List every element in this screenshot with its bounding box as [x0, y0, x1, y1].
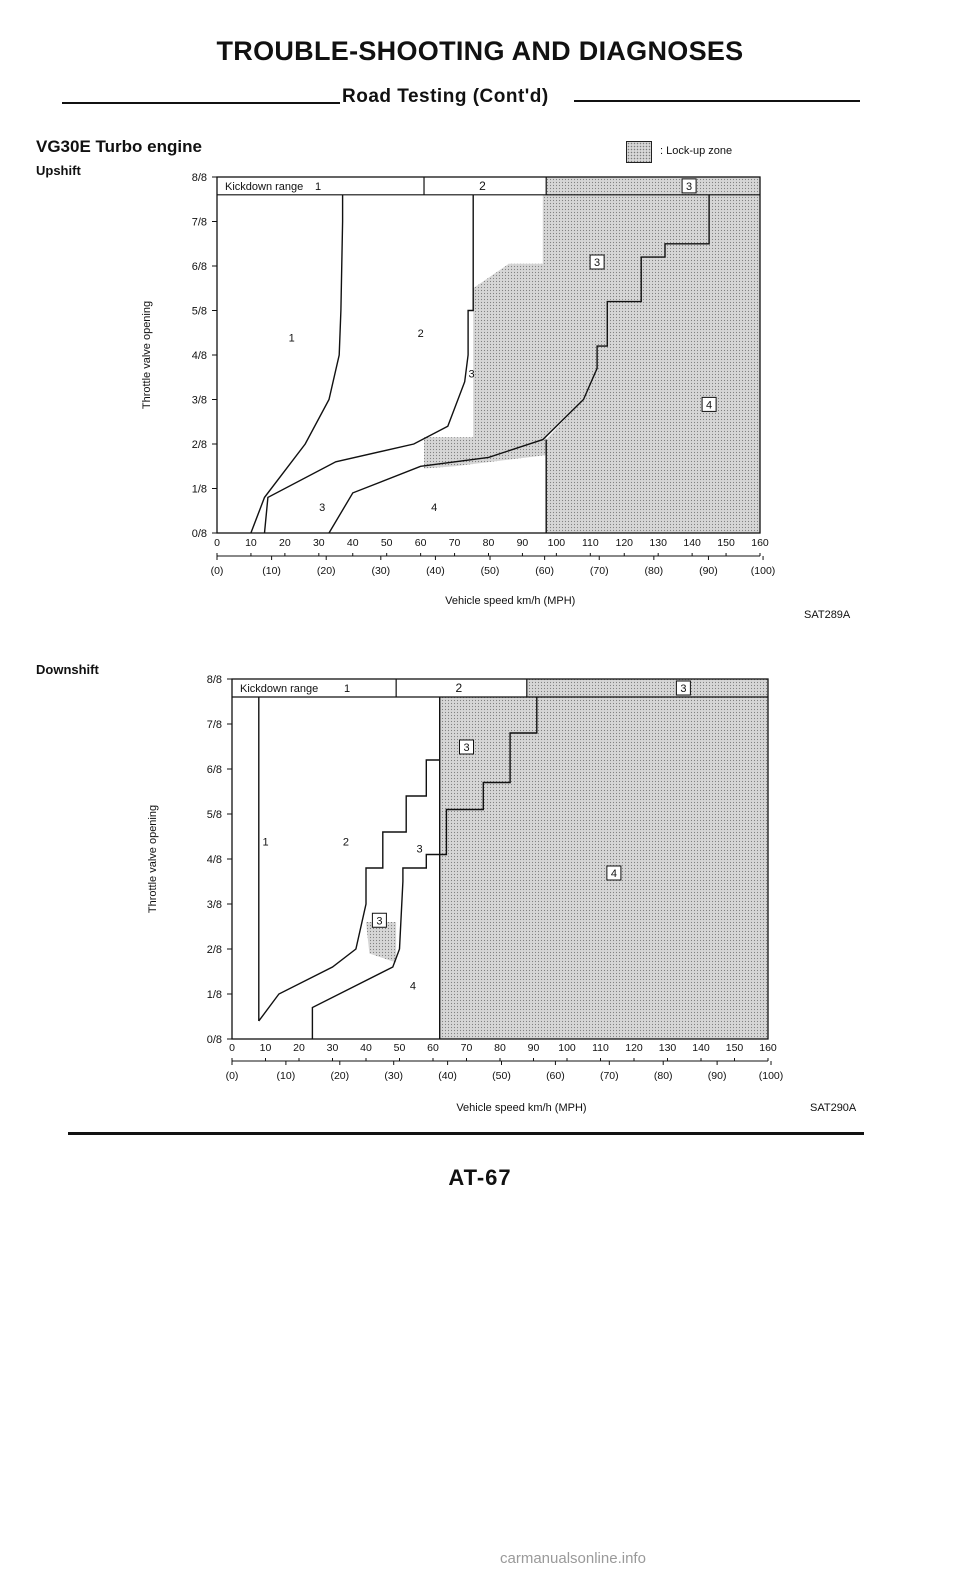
y-tick-label: 6/8: [191, 261, 207, 273]
watermark: carmanualsonline.info: [500, 1550, 646, 1567]
page-title: TROUBLE-SHOOTING AND DIAGNOSES: [216, 36, 744, 66]
x-tick-label-mph: (70): [589, 565, 609, 577]
y-tick-label: 1/8: [206, 989, 222, 1001]
x-tick-label-kmh: 40: [360, 1042, 372, 1054]
engine-heading: VG30E Turbo engine: [36, 137, 202, 156]
x-tick-label-mph: (60): [535, 565, 554, 577]
x-tick-label-mph: (80): [644, 565, 664, 577]
x-tick-label-kmh: 10: [259, 1042, 272, 1054]
x-tick-label-kmh: 80: [494, 1042, 506, 1054]
x-tick-label-mph: (50): [492, 1070, 511, 1082]
y-axis-label: Throttle valve opening: [147, 804, 159, 914]
y-tick-label: 5/8: [206, 809, 222, 821]
x-tick-label-kmh: 60: [414, 537, 427, 549]
y-tick-label: 7/8: [191, 216, 207, 229]
x-tick-label-kmh: 130: [649, 537, 667, 549]
x-tick-label-kmh: 70: [460, 1042, 473, 1054]
x-tick-label-kmh: 50: [393, 1042, 406, 1054]
page-subtitle: Road Testing (Cont'd): [342, 86, 549, 107]
x-tick-label-kmh: 160: [751, 537, 769, 549]
x-tick-label-mph: (90): [699, 565, 718, 577]
x-tick-label-mph: (50): [480, 565, 500, 577]
x-tick-label-kmh: 40: [346, 537, 359, 549]
x-tick-label-mph: (60): [546, 1070, 565, 1082]
kickdown-lockup-gear-label: 3: [686, 180, 693, 193]
x-tick-label-kmh: 90: [527, 1042, 540, 1054]
x-tick-label-kmh: 60: [427, 1042, 439, 1054]
y-tick-label: 3/8: [191, 394, 207, 407]
x-tick-label-kmh: 140: [692, 1042, 710, 1054]
x-tick-label-kmh: 20: [293, 1042, 305, 1054]
upshift-heading: Upshift: [36, 163, 81, 178]
lockup-gear-label-6: 4: [706, 399, 713, 412]
kickdown-lockup-gear-label: 3: [680, 683, 687, 695]
x-tick-label-mph: (30): [371, 565, 391, 577]
lockup-gear-label-5: 3: [594, 257, 601, 269]
kickdown-gear-2-label: 2: [455, 681, 463, 695]
y-tick-label: 8/8: [206, 674, 222, 686]
downshift-heading: Downshift: [36, 662, 99, 677]
x-tick-label-kmh: 90: [516, 537, 529, 549]
kickdown-gear-1-label: 1: [315, 180, 322, 193]
y-tick-label: 1/8: [191, 483, 207, 496]
x-tick-label-kmh: 30: [326, 1042, 339, 1054]
x-tick-label-mph: (0): [225, 1070, 239, 1082]
x-tick-label-mph: (20): [316, 565, 336, 577]
x-tick-label-kmh: 150: [725, 1042, 744, 1054]
footer-rule: [68, 1132, 864, 1135]
lockup-region-gear-3-0: [527, 679, 768, 697]
upshift-shift-schedule-chart: [0, 160, 960, 640]
gear-region-label-3: 3: [319, 501, 326, 514]
x-tick-label-kmh: 110: [592, 1042, 609, 1054]
x-tick-label-kmh: 130: [658, 1042, 677, 1054]
lockup-gear-label-6: 4: [610, 868, 617, 880]
x-tick-label-mph: (80): [653, 1070, 673, 1082]
x-tick-label-mph: (90): [707, 1070, 727, 1082]
x-tick-label-kmh: 0: [214, 537, 220, 549]
y-tick-label: 2/8: [191, 439, 207, 451]
gear-region-label-0: 1: [288, 332, 295, 345]
x-tick-label-mph: (100): [758, 1070, 784, 1082]
x-tick-label-kmh: 80: [482, 537, 495, 549]
y-tick-label: 4/8: [206, 854, 222, 866]
x-tick-label-mph: (40): [438, 1070, 457, 1082]
kickdown-range-label: Kickdown range: [240, 683, 319, 695]
kickdown-range-label: Kickdown range: [225, 180, 304, 193]
gear-region-label-0: 1: [262, 836, 269, 849]
gear-region-label-2: 3: [468, 368, 475, 381]
x-tick-label-kmh: 140: [683, 537, 701, 549]
gear-region-label-1: 2: [417, 328, 424, 341]
figure-code: SAT290A: [810, 1102, 857, 1114]
kickdown-gear-2-label: 2: [479, 178, 486, 193]
y-tick-label: 8/8: [191, 172, 207, 184]
shift-line-2: [265, 195, 474, 533]
lockup-region-gear-3-1: [366, 922, 396, 963]
y-tick-label: 0/8: [206, 1034, 222, 1046]
figure-code: SAT289A: [804, 609, 851, 621]
x-tick-label-kmh: 160: [759, 1042, 777, 1054]
x-tick-label-mph: (10): [262, 565, 281, 577]
y-tick-label: 4/8: [191, 350, 207, 362]
x-tick-label-kmh: 100: [547, 537, 566, 549]
gear-region-label-1: 2: [342, 836, 349, 849]
kickdown-gear-1-label: 1: [344, 683, 351, 695]
gear-region-label-3: 4: [409, 980, 416, 993]
subtitle-rule-left: [62, 102, 340, 104]
x-tick-label-kmh: 50: [380, 537, 393, 549]
x-axis-label: Vehicle speed km/h (MPH): [445, 595, 576, 607]
x-tick-label-kmh: 0: [229, 1042, 235, 1054]
y-axis-label: Throttle valve opening: [141, 300, 153, 410]
x-tick-label-kmh: 70: [448, 537, 461, 549]
gear-region-label-4: 4: [431, 501, 438, 514]
x-tick-label-mph: (20): [330, 1070, 350, 1082]
x-tick-label-kmh: 20: [279, 537, 291, 549]
x-tick-label-kmh: 100: [558, 1042, 576, 1054]
lockup-region-gear-3-0: [546, 177, 760, 195]
gear-region-label-2: 3: [416, 843, 423, 856]
lockup-gear-label-5: 3: [463, 742, 470, 754]
x-tick-label-mph: (0): [210, 565, 224, 577]
x-tick-label-kmh: 30: [312, 537, 325, 549]
y-tick-label: 6/8: [206, 764, 222, 776]
lockup-gear-label-4: 3: [376, 915, 383, 928]
x-axis-label: Vehicle speed km/h (MPH): [456, 1102, 587, 1114]
subtitle-rule-right: [574, 100, 860, 102]
y-tick-label: 3/8: [206, 899, 222, 911]
x-tick-label-kmh: 110: [581, 537, 599, 549]
x-tick-label-mph: (10): [276, 1070, 296, 1082]
downshift-shift-schedule-chart: [0, 660, 960, 1140]
x-tick-label-kmh: 120: [625, 1042, 643, 1054]
lockup-legend-text: : Lock-up zone: [660, 145, 733, 157]
y-tick-label: 0/8: [191, 528, 207, 540]
page-number: AT-67: [448, 1165, 512, 1190]
y-tick-label: 2/8: [206, 944, 222, 956]
x-tick-label-mph: (40): [426, 565, 445, 577]
y-tick-label: 7/8: [206, 719, 222, 731]
x-tick-label-mph: (70): [599, 1070, 619, 1082]
y-tick-label: 5/8: [191, 305, 207, 318]
x-tick-label-kmh: 150: [717, 537, 735, 549]
x-tick-label-mph: (100): [750, 565, 776, 577]
x-tick-label-kmh: 120: [615, 537, 634, 549]
x-tick-label-mph: (30): [384, 1070, 404, 1082]
x-tick-label-kmh: 10: [245, 537, 257, 549]
